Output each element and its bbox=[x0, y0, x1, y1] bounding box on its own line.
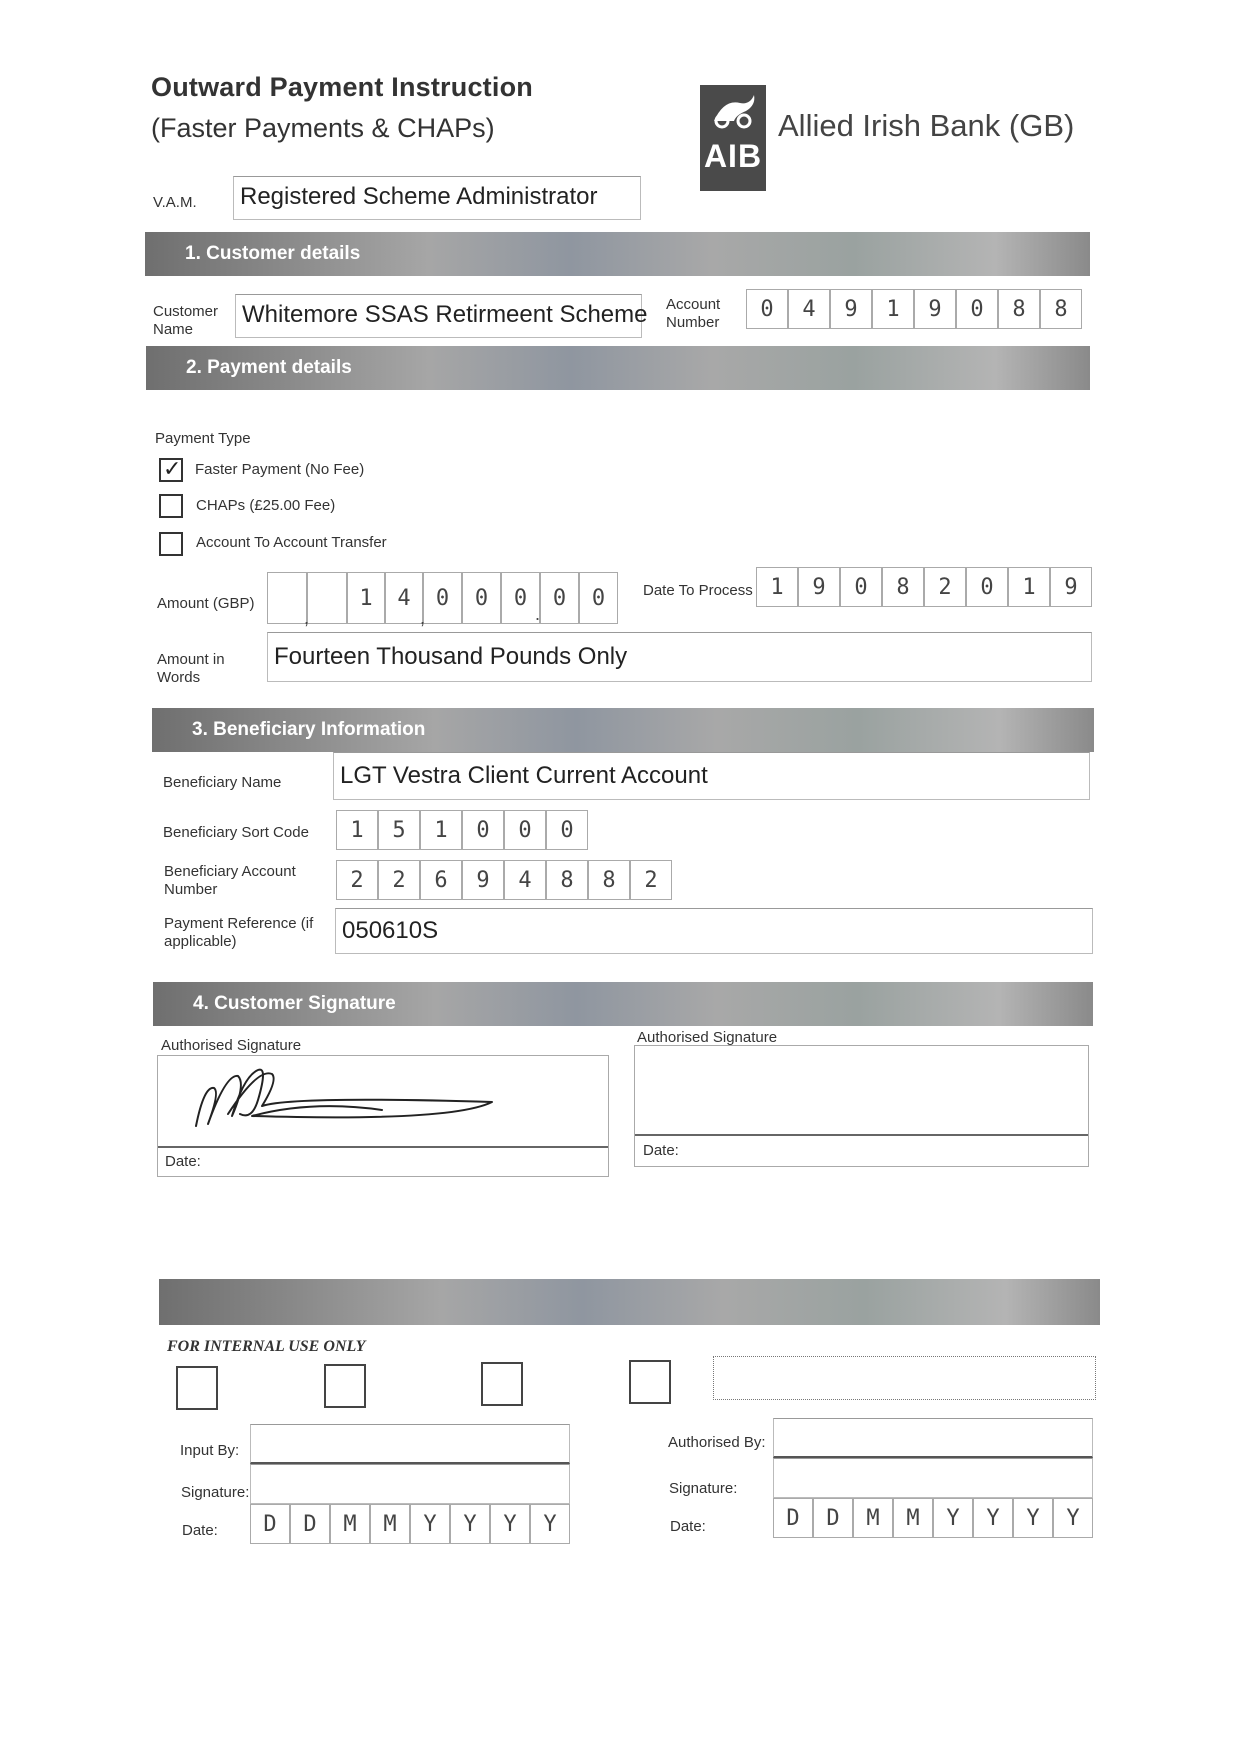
sort-code-digit-box: 0 bbox=[504, 810, 546, 850]
form-title: Outward Payment Instruction bbox=[151, 72, 533, 102]
date-placeholder-box: D bbox=[773, 1498, 813, 1538]
account-digit-box: 2 bbox=[630, 860, 672, 900]
thousand-separator-1: , bbox=[304, 608, 310, 628]
internal-reference-field[interactable] bbox=[713, 1356, 1096, 1400]
beneficiary-name-label: Beneficiary Name bbox=[163, 774, 282, 791]
date-placeholder-box: Y bbox=[933, 1498, 973, 1538]
digit-box: 4 bbox=[788, 289, 830, 329]
internal-use-heading: FOR INTERNAL USE ONLY bbox=[167, 1338, 366, 1355]
amount-words-value: Fourteen Thousand Pounds Only bbox=[274, 643, 628, 670]
date-placeholder-box: Y bbox=[530, 1504, 570, 1544]
date-placeholder-box: Y bbox=[1053, 1498, 1093, 1538]
date-placeholder-box: M bbox=[330, 1504, 370, 1544]
date-placeholder-box: Y bbox=[973, 1498, 1013, 1538]
signature-right-field[interactable] bbox=[773, 1458, 1093, 1498]
sort-code-digit-box: 1 bbox=[336, 810, 378, 850]
account-digit-box: 9 bbox=[462, 860, 504, 900]
date-digit-box: 0 bbox=[840, 567, 882, 607]
date-placeholder-box: Y bbox=[490, 1504, 530, 1544]
customer-name-label: Customer Name bbox=[153, 303, 219, 338]
amount-digit-box: 0 bbox=[579, 572, 618, 624]
signature-2-date-label: Date: bbox=[643, 1142, 679, 1159]
authorised-by-label: Authorised By: bbox=[668, 1434, 766, 1451]
account-digit-box: 8 bbox=[588, 860, 630, 900]
amount-digit-box: 4 bbox=[385, 572, 423, 624]
payment-type-label: Payment Type bbox=[155, 430, 251, 447]
beneficiary-name-value: LGT Vestra Client Current Account bbox=[340, 762, 708, 789]
section-1-header bbox=[145, 232, 1090, 276]
bank-name: Allied Irish Bank (GB) bbox=[778, 108, 1075, 143]
internal-checkbox[interactable] bbox=[176, 1366, 218, 1410]
form-subtitle: (Faster Payments & CHAPs) bbox=[151, 113, 495, 143]
date-to-process-label: Date To Process bbox=[643, 582, 753, 599]
signature-right-label: Signature: bbox=[669, 1480, 738, 1497]
digit-box: 0 bbox=[956, 289, 998, 329]
digit-box: 9 bbox=[830, 289, 872, 329]
amount-digit-box: 0 bbox=[501, 572, 540, 624]
beneficiary-account-label: Beneficiary Account Number bbox=[164, 863, 296, 898]
date-placeholder-box: M bbox=[370, 1504, 410, 1544]
vam-label: V.A.M. bbox=[153, 194, 197, 211]
date-placeholder-box: M bbox=[893, 1498, 933, 1538]
date-digit-box: 9 bbox=[1050, 567, 1092, 607]
sort-code-digit-box: 5 bbox=[378, 810, 420, 850]
date-right-boxes[interactable] bbox=[773, 1498, 1093, 1538]
payment-reference-label: Payment Reference (if applicable) bbox=[164, 915, 314, 950]
date-boxes[interactable] bbox=[756, 567, 1092, 607]
authorised-by-field[interactable] bbox=[773, 1418, 1093, 1458]
digit-box: 8 bbox=[1040, 289, 1082, 329]
date-placeholder-box: Y bbox=[410, 1504, 450, 1544]
sort-code-label: Beneficiary Sort Code bbox=[163, 824, 309, 841]
beneficiary-account-boxes[interactable] bbox=[336, 860, 672, 900]
section-2-header bbox=[146, 346, 1090, 390]
date-placeholder-box: D bbox=[813, 1498, 853, 1538]
amount-digit-box: 0 bbox=[462, 572, 501, 624]
date-right-label: Date: bbox=[670, 1518, 706, 1535]
chaps-label: CHAPs (£25.00 Fee) bbox=[196, 497, 336, 514]
digit-box: 9 bbox=[914, 289, 956, 329]
signature-left-field[interactable] bbox=[250, 1464, 570, 1504]
digit-box: 8 bbox=[998, 289, 1040, 329]
account-digit-box: 2 bbox=[336, 860, 378, 900]
section-4-title: 4. Customer Signature bbox=[193, 993, 396, 1014]
digit-box: 0 bbox=[746, 289, 788, 329]
internal-checkbox[interactable] bbox=[481, 1362, 523, 1406]
amount-digit-box bbox=[267, 572, 307, 624]
date-placeholder-box: Y bbox=[450, 1504, 490, 1544]
internal-checkbox[interactable] bbox=[629, 1360, 671, 1404]
payment-reference-value: 050610S bbox=[342, 917, 439, 944]
amount-words-label: Amount in Words bbox=[157, 651, 225, 686]
signature-2-box[interactable] bbox=[634, 1045, 1089, 1167]
thousand-separator-2: , bbox=[420, 608, 426, 628]
faster-payment-label: Faster Payment (No Fee) bbox=[195, 461, 365, 478]
date-digit-box: 1 bbox=[1008, 567, 1050, 607]
decimal-point: . bbox=[535, 604, 541, 624]
faster-payment-checkbox[interactable] bbox=[159, 458, 183, 482]
date-digit-box: 9 bbox=[798, 567, 840, 607]
amount-digit-box: 1 bbox=[347, 572, 385, 624]
date-digit-box: 2 bbox=[924, 567, 966, 607]
sort-code-boxes[interactable] bbox=[336, 810, 588, 850]
sort-code-digit-box: 0 bbox=[462, 810, 504, 850]
logo-text: AIB bbox=[703, 138, 763, 174]
beneficiary-name-field[interactable] bbox=[333, 752, 1090, 800]
aib-logo bbox=[700, 85, 766, 191]
account-digit-box: 2 bbox=[378, 860, 420, 900]
input-by-field[interactable] bbox=[250, 1424, 570, 1464]
internal-checkbox[interactable] bbox=[324, 1364, 366, 1408]
date-digit-box: 8 bbox=[882, 567, 924, 607]
sort-code-digit-box: 0 bbox=[546, 810, 588, 850]
customer-name-field[interactable] bbox=[235, 294, 648, 338]
sort-code-digit-box: 1 bbox=[420, 810, 462, 850]
date-placeholder-box: D bbox=[250, 1504, 290, 1544]
section-1-title: 1. Customer details bbox=[185, 243, 361, 264]
internal-band bbox=[159, 1279, 1100, 1325]
signature-2-label: Authorised Signature bbox=[637, 1029, 778, 1046]
section-2-title: 2. Payment details bbox=[186, 357, 352, 378]
account-digit-box: 6 bbox=[420, 860, 462, 900]
amount-digit-box: 0 bbox=[423, 572, 462, 624]
amount-label: Amount (GBP) bbox=[157, 595, 255, 612]
vam-field[interactable] bbox=[233, 176, 641, 220]
account-number-boxes[interactable] bbox=[746, 289, 1082, 329]
date-placeholder-box: M bbox=[853, 1498, 893, 1538]
customer-name-value: Whitemore SSAS Retirmeent Scheme bbox=[242, 301, 648, 328]
date-left-label: Date: bbox=[182, 1522, 218, 1539]
date-placeholder-box: D bbox=[290, 1504, 330, 1544]
signature-1-label: Authorised Signature bbox=[161, 1037, 302, 1054]
section-3-title: 3. Beneficiary Information bbox=[192, 719, 426, 740]
date-placeholder-box: Y bbox=[1013, 1498, 1053, 1538]
chaps-checkbox[interactable] bbox=[159, 494, 183, 518]
date-digit-box: 0 bbox=[966, 567, 1008, 607]
signature-1-box[interactable] bbox=[157, 1055, 609, 1177]
input-by-label: Input By: bbox=[180, 1442, 240, 1459]
account-transfer-checkbox[interactable] bbox=[159, 532, 183, 556]
payment-reference-field[interactable] bbox=[335, 908, 1093, 954]
section-4-header bbox=[153, 982, 1093, 1026]
amount-digit-box bbox=[307, 572, 347, 624]
signature-left-label: Signature: bbox=[181, 1484, 250, 1501]
amount-words-field[interactable] bbox=[267, 632, 1092, 682]
account-transfer-label: Account To Account Transfer bbox=[196, 534, 387, 551]
account-digit-box: 8 bbox=[546, 860, 588, 900]
account-number-label: Account Number bbox=[666, 296, 721, 331]
date-left-boxes[interactable] bbox=[250, 1504, 570, 1544]
signature-1-date-label: Date: bbox=[165, 1153, 201, 1170]
digit-box: 1 bbox=[872, 289, 914, 329]
account-digit-box: 4 bbox=[504, 860, 546, 900]
handwritten-signature bbox=[188, 1056, 508, 1146]
amount-boxes[interactable] bbox=[267, 572, 618, 624]
aib-logo-icon bbox=[700, 85, 766, 135]
vam-value: Registered Scheme Administrator bbox=[240, 183, 598, 210]
section-3-header bbox=[152, 708, 1094, 752]
amount-digit-box: 0 bbox=[540, 572, 579, 624]
date-digit-box: 1 bbox=[756, 567, 798, 607]
